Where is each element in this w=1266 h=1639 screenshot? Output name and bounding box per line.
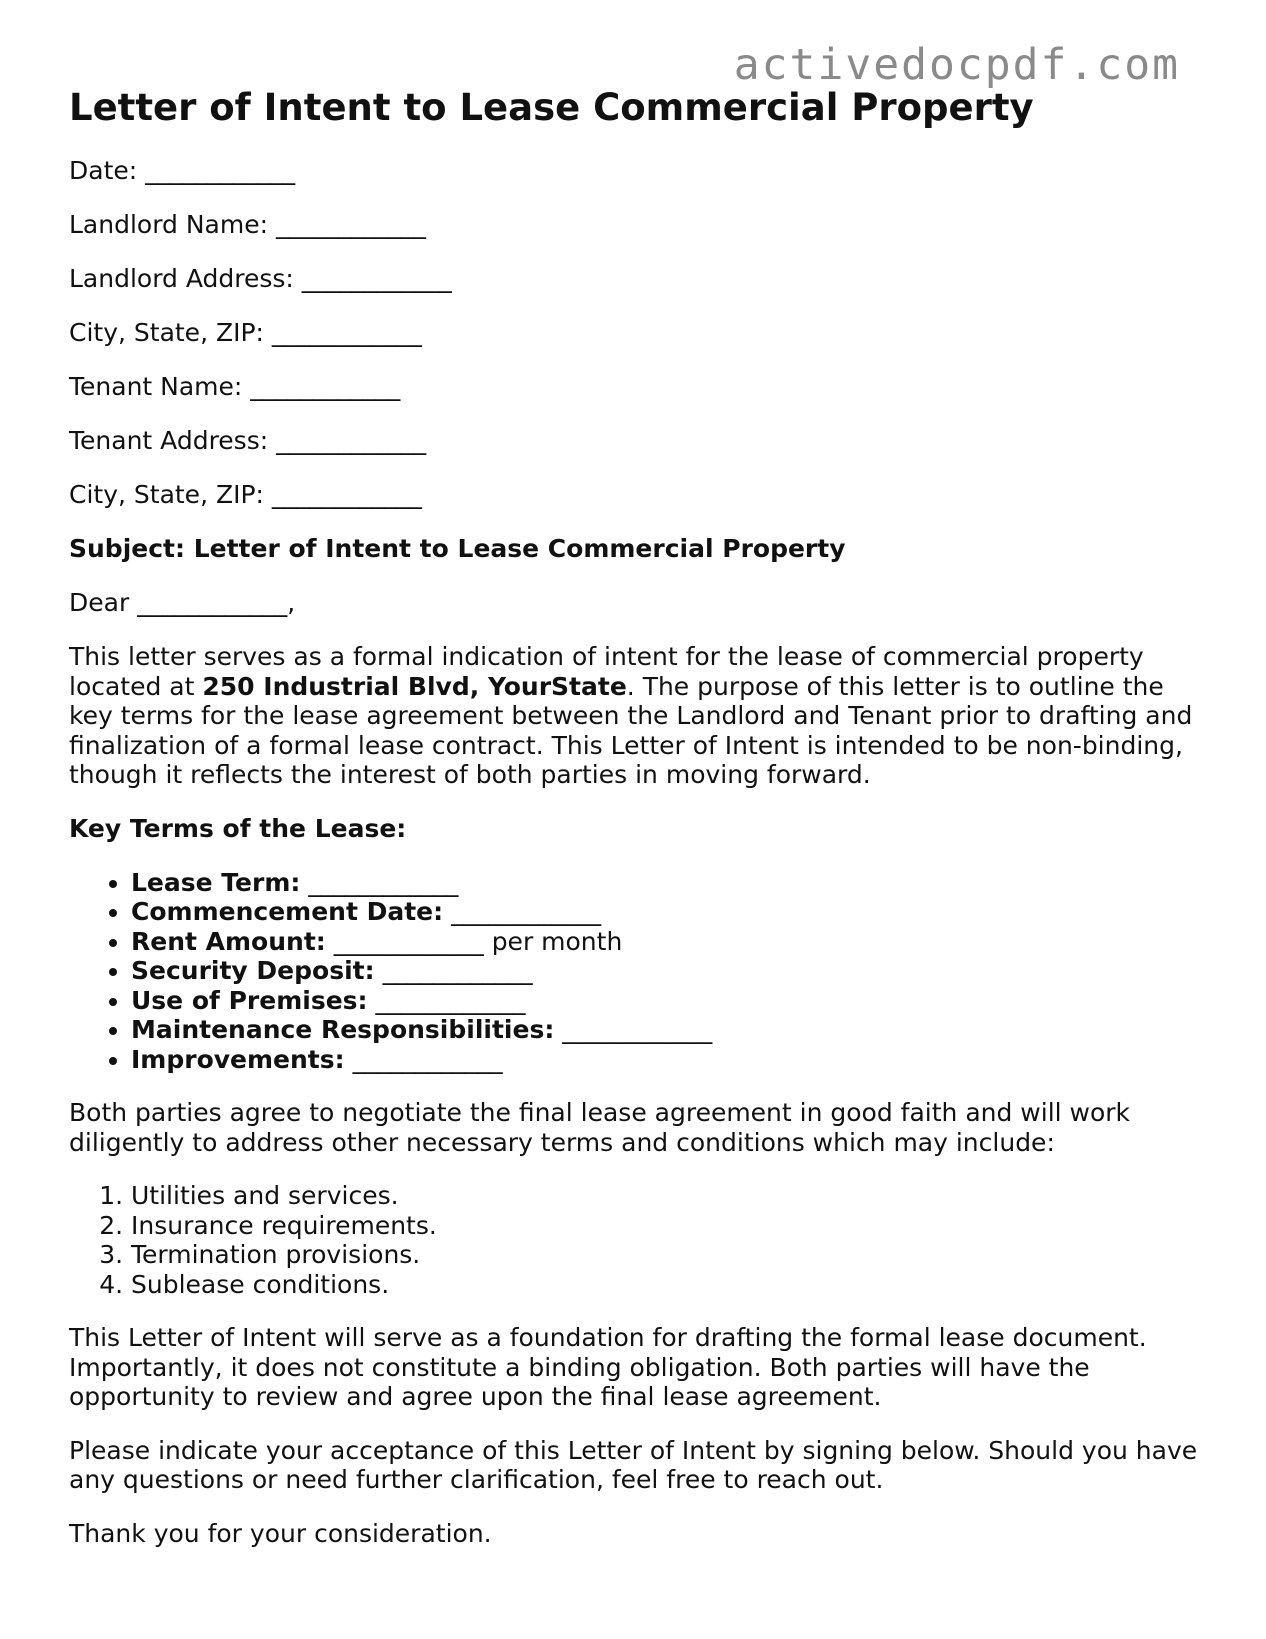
condition-item: 2. Insurance requirements.: [131, 1211, 1199, 1241]
field-blank[interactable]: ____________: [276, 210, 426, 239]
term-label: Commencement Date:: [131, 897, 444, 926]
term-blank[interactable]: ____________: [308, 867, 459, 897]
salutation-blank[interactable]: ____________: [137, 588, 288, 617]
conditions-list: [69, 1181, 1199, 1299]
key-terms-heading: Key Terms of the Lease:: [69, 813, 407, 843]
key-term-item: [131, 897, 1199, 927]
field-blank[interactable]: ____________: [271, 318, 422, 347]
term-label: Improvements:: [131, 1044, 345, 1074]
field-label: City, State, ZIP:: [69, 318, 264, 347]
salutation-suffix: ,: [287, 588, 296, 617]
date-field: [69, 156, 1199, 186]
term-label: Use of Premises:: [131, 985, 368, 1015]
field-blank[interactable]: ____________: [276, 426, 427, 455]
key-terms-list: [69, 868, 1199, 1075]
key-term-item: [131, 956, 1199, 986]
document-title: Letter of Intent to Lease Commercial Property: [69, 86, 1034, 129]
condition-item: 4. Sublease conditions.: [131, 1270, 1199, 1300]
salutation-prefix: Dear: [69, 588, 130, 617]
tenant-name-field: [69, 372, 1199, 402]
term-blank[interactable]: ____________: [451, 897, 602, 926]
key-term-item: [131, 986, 1199, 1016]
field-label: Date:: [69, 156, 138, 185]
term-label: Rent Amount:: [131, 926, 326, 956]
key-term-item: [131, 1015, 1199, 1045]
term-label: Maintenance Responsibilities:: [131, 1015, 555, 1044]
term-blank[interactable]: ____________: [562, 1015, 713, 1044]
landlord-city-state-zip-field: [69, 318, 1199, 348]
field-label: City, State, ZIP:: [69, 480, 264, 509]
foundation-paragraph: This Letter of Intent will serve as a foundation for drafting the formal lease document. Importantly, it does not constitute a binding obligation. Both parties will have the opportunity to review and agree upon the final lease agreement.: [69, 1323, 1147, 1411]
field-label: Tenant Name:: [69, 372, 243, 401]
landlord-name-field: [69, 210, 1199, 240]
field-label: Landlord Address:: [69, 264, 294, 293]
intro-paragraph: [69, 642, 1199, 790]
field-label: Landlord Name:: [69, 210, 269, 239]
intro-before: This letter serves as a formal indication of intent for the lease of commercial property located at: [69, 642, 1144, 701]
acceptance-paragraph: Please indicate your acceptance of this Letter of Intent by signing below. Should you have any questions or need further clarification, feel free to reach out.: [69, 1435, 1198, 1494]
term-suffix: per month: [491, 926, 623, 956]
term-blank[interactable]: ____________: [382, 956, 533, 985]
term-blank[interactable]: ____________: [333, 926, 484, 956]
intro-after: . The purpose of this letter is to outline the key terms for the lease agreement between the Landlord and Tenant prior to drafting and finalization of a formal lease contract. This Letter of Intent is intended to be non-binding, though it reflects the interest of both parties in moving forward.: [69, 671, 1193, 789]
field-label: Tenant Address:: [69, 426, 269, 455]
tenant-address-field: [69, 426, 1199, 456]
header-fields: [69, 156, 1199, 510]
term-label: Lease Term:: [131, 867, 301, 897]
field-blank[interactable]: ____________: [271, 480, 422, 509]
field-blank[interactable]: ____________: [301, 264, 452, 293]
condition-item: 3. Termination provisions.: [131, 1240, 1199, 1270]
key-term-item: [131, 868, 1199, 898]
field-blank[interactable]: ____________: [145, 156, 296, 185]
field-blank[interactable]: ____________: [250, 372, 401, 401]
key-term-item: [131, 927, 1199, 957]
condition-item: 1. Utilities and services.: [131, 1181, 1199, 1211]
term-blank[interactable]: ____________: [352, 1044, 503, 1074]
salutation: [69, 588, 1199, 618]
subject-line: Subject: Letter of Intent to Lease Commercial Property: [69, 534, 846, 563]
tenant-city-state-zip-field: [69, 480, 1199, 510]
watermark: activedocpdf.com: [733, 40, 1180, 90]
term-label: Security Deposit:: [131, 956, 375, 985]
landlord-address-field: [69, 264, 1199, 294]
key-term-item: [131, 1045, 1199, 1075]
closing-line: Thank you for your consideration.: [69, 1518, 492, 1548]
document-page: [69, 82, 1199, 1572]
property-address: 250 Industrial Blvd, YourState: [202, 671, 627, 701]
term-blank[interactable]: ____________: [375, 985, 526, 1015]
negotiate-paragraph: Both parties agree to negotiate the final lease agreement in good faith and will work diligently to address other necessary terms and conditions which may include:: [69, 1098, 1131, 1157]
